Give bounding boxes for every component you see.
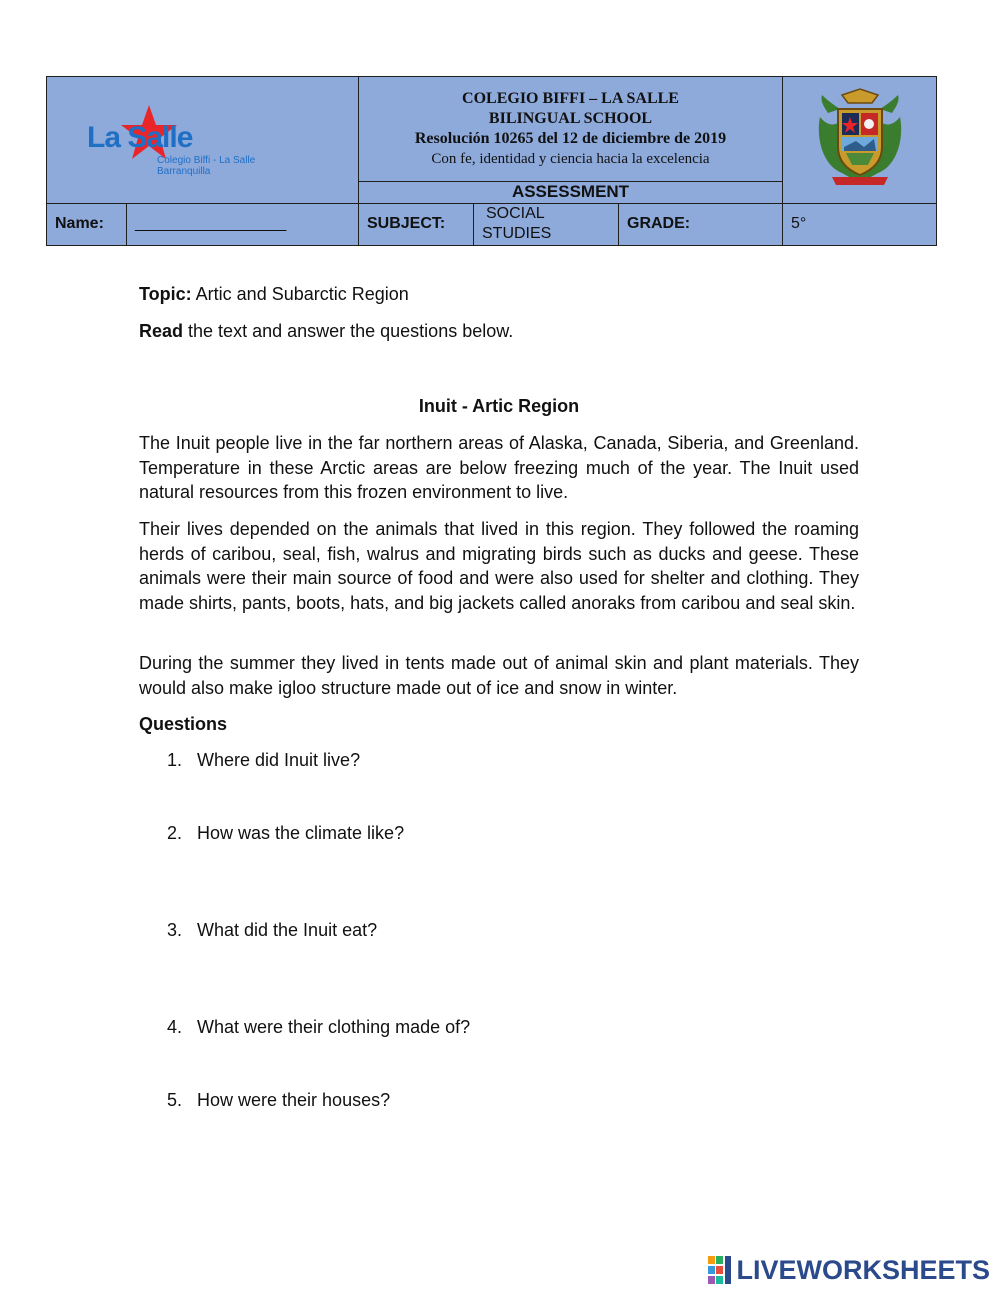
logo-cell — [47, 77, 359, 204]
school-crest-icon — [812, 87, 908, 187]
instruction-bold: Read — [139, 321, 184, 341]
paragraph-3: During the summer they lived in tents made out of animal skin and plant materials. They would also make igloo structure made out of ice and snow in winter. — [139, 653, 859, 698]
question-1: 1. Where did Inuit live? — [167, 750, 361, 770]
lasalle-logo-subtitle: Colegio Biffi - La Salle Barranquilla — [157, 155, 256, 177]
topic-line — [139, 282, 859, 307]
school-resolution: Resolución 10265 del 12 de diciembre de 2019 — [414, 129, 727, 147]
question-4: 4. What were their clothing made of? — [167, 1017, 471, 1037]
topic-label: Topic: — [139, 284, 192, 304]
question-5: 5. How were their houses? — [167, 1090, 391, 1110]
liveworksheets-text: LIVEWORKSHEETS — [736, 1254, 990, 1285]
assessment-title: ASSESSMENT — [359, 181, 783, 203]
paragraph-2: Their lives depended on the animals that lived in this region. They followed the roaming herds of caribou, seal, fish, walrus and migrating birds such as ducks and geese. These animals were their main source of food and were also used for shelter and clothing. They made shirts, pants, boots, hats, and big jackets called anoraks from caribou and seal skin. — [139, 519, 859, 613]
paragraph-1: The Inuit people live in the far northern areas of Alaska, Canada, Siberia, and Greenland. Temperature in these Arctic areas are below freezing much of the year. The Inuit used natural resources from this frozen environment to live. — [139, 433, 859, 502]
school-type: BILINGUAL SCHOOL — [488, 109, 653, 127]
questions-title: Questions — [139, 714, 228, 734]
reading-title: Inuit - Artic Region — [418, 396, 580, 416]
name-field[interactable]: _________________ — [127, 203, 359, 245]
subject-label: SUBJECT: — [359, 203, 474, 245]
question-3: 3. What did the Inuit eat? — [167, 920, 378, 940]
topic-value: Artic and Subarctic Region — [195, 284, 409, 304]
header-table — [46, 76, 937, 246]
question-2: 2. How was the climate like? — [167, 823, 405, 843]
grade-label: GRADE: — [619, 203, 783, 245]
crest-cell — [783, 77, 937, 204]
school-motto: Con fe, identidad y ciencia hacia la excelencia — [431, 150, 710, 167]
liveworksheets-logo-icon — [708, 1256, 732, 1284]
name-label: Name: — [47, 203, 127, 245]
liveworksheets-brand — [708, 1253, 990, 1287]
instruction-line — [139, 319, 859, 344]
school-name: COLEGIO BIFFI – LA SALLE — [462, 89, 679, 107]
subject-value: SOCIAL STUDIES — [474, 203, 619, 245]
instruction-text: the text and answer the questions below. — [188, 321, 514, 341]
lasalle-logo-text: La Salle — [87, 121, 193, 154]
grade-value: 5° — [783, 203, 937, 245]
school-info-cell — [359, 77, 783, 182]
